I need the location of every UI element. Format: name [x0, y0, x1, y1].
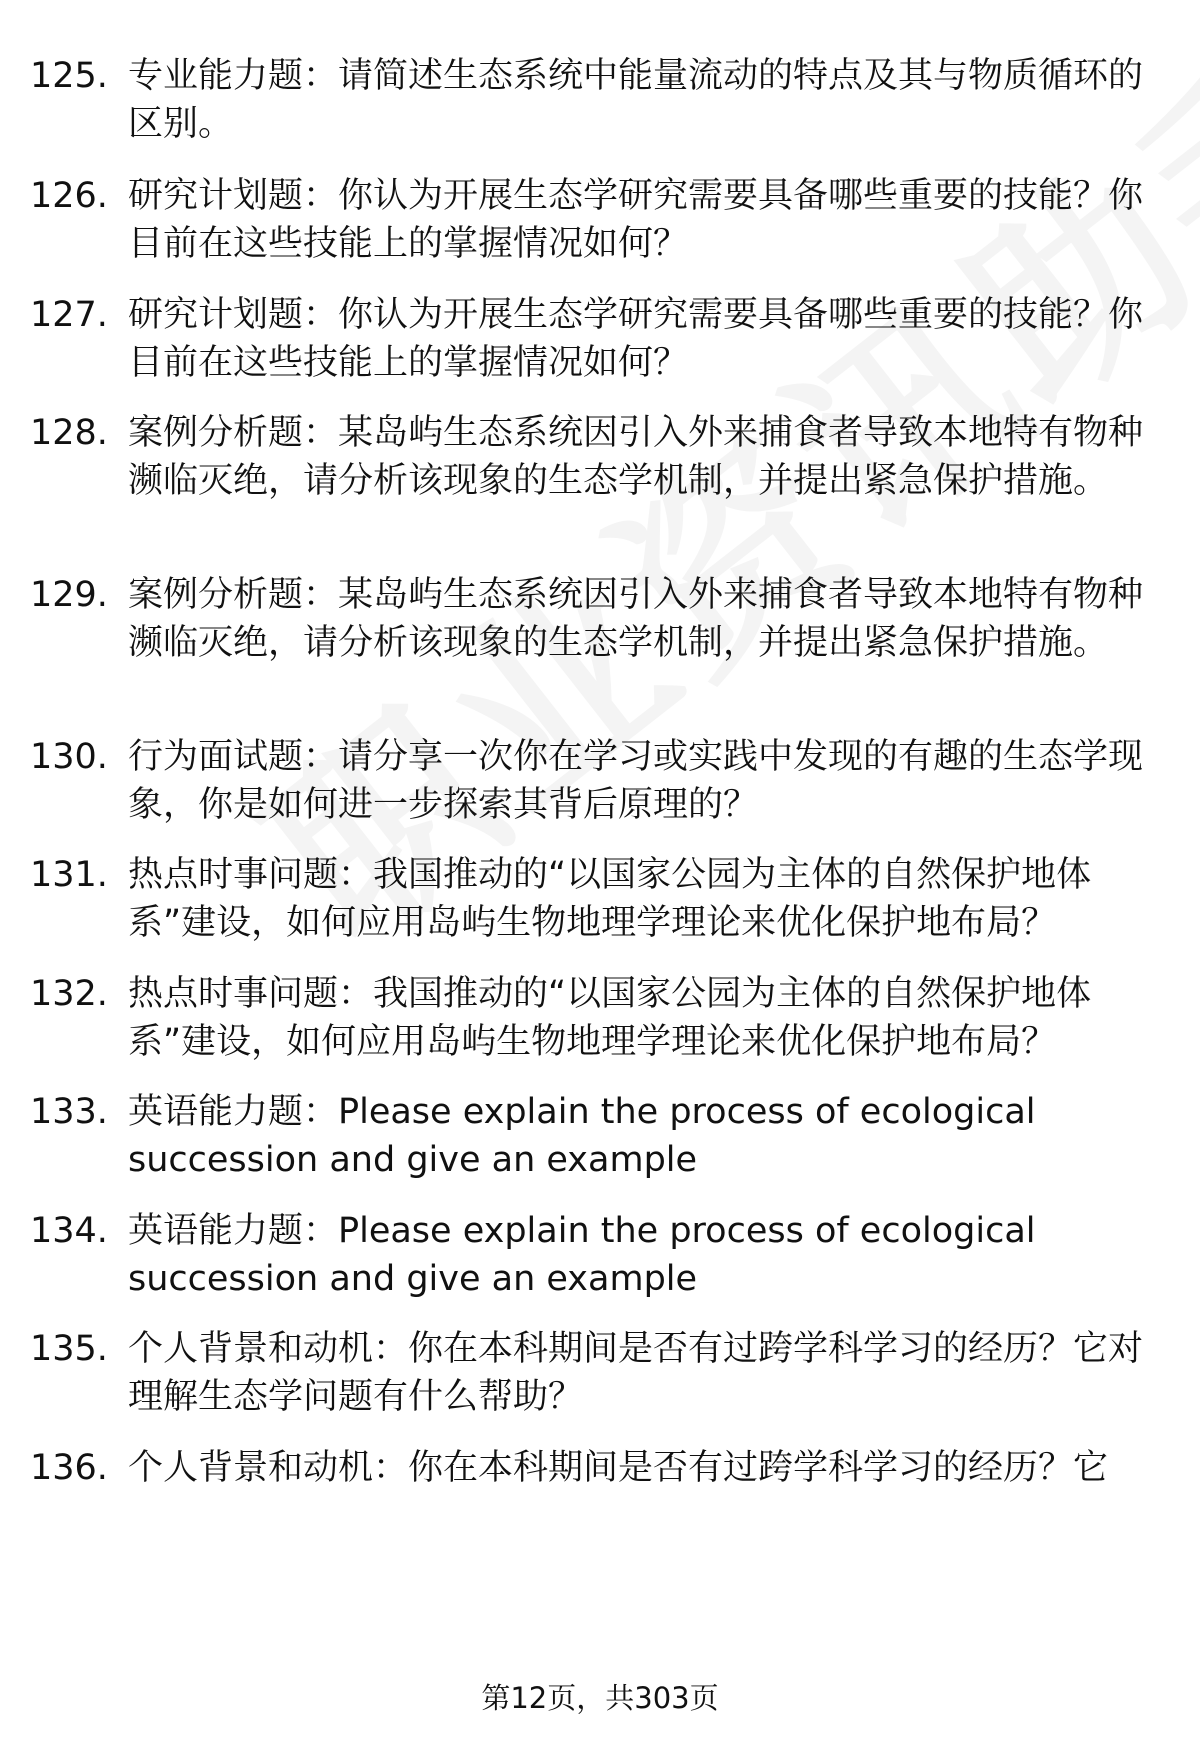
question-text: 英语能力题：Please explain the process of ecological succession and give an example [128, 1092, 1036, 1180]
question-text: 英语能力题：Please explain the process of ecological succession and give an example [128, 1211, 1036, 1299]
page-footer: 第12页，共303页 [481, 1681, 719, 1715]
question-number: 136. [30, 1448, 108, 1488]
question-number: 129. [30, 575, 108, 615]
question-text: 热点时事问题：我国推动的“以国家公园为主体的自然保护地体系”建设，如何应用岛屿生物地理学理论来优化保护地布局？ [128, 974, 1092, 1062]
question-text: 热点时事问题：我国推动的“以国家公园为主体的自然保护地体系”建设，如何应用岛屿生物地理学理论来优化保护地布局？ [128, 855, 1092, 943]
question-number: 130. [30, 737, 108, 777]
question-number: 125. [30, 56, 108, 96]
question-number: 134. [30, 1211, 108, 1251]
question-text: 案例分析题：某岛屿生态系统因引入外来捕食者导致本地特有物种濒临灭绝，请分析该现象的生态学机制，并提出紧急保护措施。 [128, 575, 1144, 663]
question-text: 行为面试题：请分享一次你在学习或实践中发现的有趣的生态学现象，你是如何进一步探索其背后原理的？ [128, 737, 1144, 825]
question-number: 133. [30, 1092, 108, 1132]
question-number: 126. [30, 176, 108, 216]
question-number: 127. [30, 295, 108, 335]
question-number: 132. [30, 974, 108, 1014]
question-number: 135. [30, 1329, 108, 1369]
question-text: 专业能力题：请简述生态系统中能量流动的特点及其与物质循环的区别。 [128, 56, 1144, 144]
question-text: 研究计划题：你认为开展生态学研究需要具备哪些重要的技能？你目前在这些技能上的掌握情况如何？ [128, 176, 1144, 264]
question-number: 128. [30, 413, 108, 453]
question-text: 个人背景和动机：你在本科期间是否有过跨学科学习的经历？它对理解生态学问题有什么帮助？ [128, 1329, 1144, 1417]
question-text: 个人背景和动机：你在本科期间是否有过跨学科学习的经历？它 [128, 1448, 1109, 1488]
question-number: 131. [30, 855, 108, 895]
question-text: 研究计划题：你认为开展生态学研究需要具备哪些重要的技能？你目前在这些技能上的掌握情况如何？ [128, 295, 1144, 383]
question-text: 案例分析题：某岛屿生态系统因引入外来捕食者导致本地特有物种濒临灭绝，请分析该现象的生态学机制，并提出紧急保护措施。 [128, 413, 1144, 501]
